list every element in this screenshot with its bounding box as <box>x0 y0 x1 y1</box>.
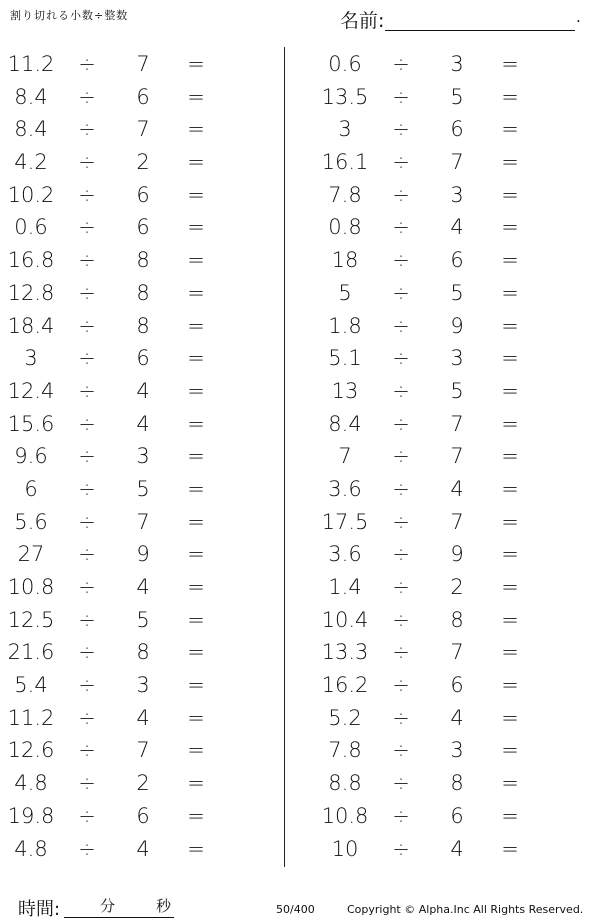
equals-sign: = <box>187 117 205 142</box>
divisor: 3 <box>450 52 464 76</box>
problem-row <box>0 571 280 604</box>
problem-row <box>314 179 594 212</box>
dividend: 0.6 <box>14 215 48 240</box>
equals-sign: = <box>187 411 205 436</box>
dividend: 3.6 <box>328 476 362 501</box>
divide-sign: ÷ <box>392 542 410 567</box>
equals-sign: = <box>187 738 205 763</box>
problem-row <box>314 669 594 702</box>
problem-row <box>0 48 280 81</box>
divide-sign: ÷ <box>392 313 410 338</box>
copyright-notice: Copyright © Alpha.Inc All Rights Reserved. <box>347 903 584 916</box>
divide-sign: ÷ <box>392 215 410 240</box>
equals-sign: = <box>187 476 205 501</box>
divide-sign: ÷ <box>392 346 410 371</box>
divisor: 4 <box>136 836 150 861</box>
divide-sign: ÷ <box>78 509 96 534</box>
equals-sign: = <box>501 313 519 338</box>
problem-row <box>314 48 594 81</box>
divisor: 9 <box>450 542 464 567</box>
divide-sign: ÷ <box>78 640 96 665</box>
dividend: 16.1 <box>321 150 369 175</box>
time-field <box>18 895 188 921</box>
problem-row <box>314 277 594 310</box>
dividend: 12.4 <box>7 378 55 403</box>
divisor: 7 <box>136 52 150 76</box>
equals-sign: = <box>501 705 519 730</box>
dividend: 7.8 <box>328 738 362 763</box>
divide-sign: ÷ <box>392 150 410 175</box>
problem-row <box>0 440 280 473</box>
divide-sign: ÷ <box>78 248 96 273</box>
problem-row <box>0 833 280 866</box>
divisor: 7 <box>136 509 150 534</box>
dividend: 5.4 <box>14 673 48 698</box>
dividend: 8.4 <box>14 84 48 109</box>
problem-row <box>314 571 594 604</box>
divisor: 7 <box>450 150 464 175</box>
divisor: 5 <box>136 607 150 632</box>
divide-sign: ÷ <box>392 836 410 861</box>
dividend: 5.1 <box>328 346 362 371</box>
time-label: 時間: <box>18 899 61 920</box>
dividend: 7 <box>338 444 352 469</box>
problem-row <box>0 375 280 408</box>
problem-row <box>314 538 594 571</box>
equals-sign: = <box>501 411 519 436</box>
dividend: 8.4 <box>328 411 362 436</box>
problem-row <box>0 604 280 637</box>
divisor: 6 <box>136 182 150 207</box>
equals-sign: = <box>501 771 519 796</box>
column-divider <box>284 47 285 867</box>
divide-sign: ÷ <box>78 738 96 763</box>
equals-sign: = <box>501 248 519 273</box>
divide-sign: ÷ <box>78 575 96 599</box>
dividend: 27 <box>17 542 45 567</box>
equals-sign: = <box>501 575 519 599</box>
divisor: 8 <box>136 313 150 338</box>
divisor: 7 <box>136 738 150 763</box>
equals-sign: = <box>187 182 205 207</box>
divide-sign: ÷ <box>78 378 96 403</box>
equals-sign: = <box>501 640 519 665</box>
divide-sign: ÷ <box>392 444 410 469</box>
problem-column-right <box>314 48 594 865</box>
divide-sign: ÷ <box>78 803 96 828</box>
problem-row <box>314 375 594 408</box>
problem-row <box>0 342 280 375</box>
equals-sign: = <box>501 476 519 501</box>
divide-sign: ÷ <box>392 640 410 665</box>
problem-row <box>314 408 594 441</box>
divisor: 6 <box>136 215 150 240</box>
divisor: 9 <box>450 313 464 338</box>
equals-sign: = <box>187 673 205 698</box>
dividend: 13.5 <box>321 84 369 109</box>
problem-row <box>314 113 594 146</box>
dividend: 10 <box>331 836 359 861</box>
dividend: 11.2 <box>7 705 55 730</box>
problem-row <box>0 211 280 244</box>
equals-sign: = <box>187 84 205 109</box>
divide-sign: ÷ <box>392 84 410 109</box>
problem-row <box>0 767 280 800</box>
equals-sign: = <box>187 542 205 567</box>
dividend: 4.8 <box>14 771 48 796</box>
divisor: 5 <box>450 378 464 403</box>
divisor: 2 <box>136 771 150 796</box>
divisor: 3 <box>450 182 464 207</box>
divisor: 2 <box>450 575 464 599</box>
dividend: 15.6 <box>7 411 55 436</box>
divide-sign: ÷ <box>78 705 96 730</box>
equals-sign: = <box>501 182 519 207</box>
divisor: 3 <box>136 673 150 698</box>
divide-sign: ÷ <box>78 117 96 142</box>
problem-row <box>0 538 280 571</box>
divisor: 8 <box>136 640 150 665</box>
divide-sign: ÷ <box>392 52 410 76</box>
dividend: 10.2 <box>7 182 55 207</box>
equals-sign: = <box>187 346 205 371</box>
dividend: 12.6 <box>7 738 55 763</box>
divisor: 5 <box>450 280 464 305</box>
problem-row <box>0 408 280 441</box>
divide-sign: ÷ <box>78 182 96 207</box>
dividend: 10.8 <box>321 803 369 828</box>
dividend: 9.6 <box>14 444 48 469</box>
equals-sign: = <box>187 248 205 273</box>
dividend: 18.4 <box>7 313 55 338</box>
dividend: 4.8 <box>14 836 48 861</box>
equals-sign: = <box>187 52 205 76</box>
dividend: 17.5 <box>321 509 369 534</box>
divisor: 4 <box>450 705 464 730</box>
problem-row <box>314 604 594 637</box>
problem-row <box>0 702 280 735</box>
divisor: 8 <box>136 280 150 305</box>
dividend: 21.6 <box>7 640 55 665</box>
problem-row <box>314 702 594 735</box>
divisor: 6 <box>136 803 150 828</box>
divide-sign: ÷ <box>78 150 96 175</box>
worksheet-title: 割り切れる小数÷整数 <box>10 9 129 22</box>
equals-sign: = <box>501 215 519 240</box>
equals-sign: = <box>187 771 205 796</box>
problem-row <box>314 440 594 473</box>
equals-sign: = <box>187 280 205 305</box>
problem-row <box>0 113 280 146</box>
divisor: 3 <box>450 738 464 763</box>
problem-row <box>314 833 594 866</box>
equals-sign: = <box>501 117 519 142</box>
problem-row <box>314 310 594 343</box>
equals-sign: = <box>187 313 205 338</box>
divisor: 4 <box>450 476 464 501</box>
dividend: 11.2 <box>7 52 55 76</box>
name-underline[interactable] <box>385 8 575 31</box>
problem-row <box>0 506 280 539</box>
dividend: 10.8 <box>7 575 55 599</box>
name-field <box>340 6 588 32</box>
equals-sign: = <box>501 836 519 861</box>
divisor: 6 <box>450 673 464 698</box>
equals-sign: = <box>187 509 205 534</box>
equals-sign: = <box>187 575 205 599</box>
divide-sign: ÷ <box>78 280 96 305</box>
divide-sign: ÷ <box>392 378 410 403</box>
dividend: 13.3 <box>321 640 369 665</box>
divide-sign: ÷ <box>78 607 96 632</box>
divisor: 7 <box>450 640 464 665</box>
problem-row <box>314 473 594 506</box>
problem-row <box>314 81 594 114</box>
equals-sign: = <box>501 378 519 403</box>
divisor: 6 <box>136 346 150 371</box>
divide-sign: ÷ <box>78 215 96 240</box>
equals-sign: = <box>187 150 205 175</box>
divisor: 7 <box>136 117 150 142</box>
equals-sign: = <box>187 640 205 665</box>
divide-sign: ÷ <box>78 411 96 436</box>
divide-sign: ÷ <box>392 705 410 730</box>
divisor: 8 <box>450 771 464 796</box>
minutes-label: 分 <box>100 897 116 915</box>
divide-sign: ÷ <box>78 444 96 469</box>
dividend: 19.8 <box>7 803 55 828</box>
divide-sign: ÷ <box>78 673 96 698</box>
divisor: 7 <box>450 411 464 436</box>
problem-row <box>0 734 280 767</box>
divisor: 5 <box>450 84 464 109</box>
divide-sign: ÷ <box>392 182 410 207</box>
divide-sign: ÷ <box>78 542 96 567</box>
problem-row <box>314 506 594 539</box>
dividend: 12.5 <box>7 607 55 632</box>
problem-row <box>0 800 280 833</box>
name-end-dot: . <box>576 8 581 26</box>
divide-sign: ÷ <box>392 509 410 534</box>
divisor: 5 <box>136 476 150 501</box>
equals-sign: = <box>501 542 519 567</box>
divide-sign: ÷ <box>392 575 410 599</box>
dividend: 0.8 <box>328 215 362 240</box>
problem-row <box>314 342 594 375</box>
equals-sign: = <box>187 803 205 828</box>
problem-column-left <box>0 48 280 865</box>
problem-row <box>0 310 280 343</box>
divisor: 8 <box>136 248 150 273</box>
problem-row <box>0 277 280 310</box>
equals-sign: = <box>187 378 205 403</box>
equals-sign: = <box>501 509 519 534</box>
equals-sign: = <box>501 738 519 763</box>
divide-sign: ÷ <box>392 771 410 796</box>
divide-sign: ÷ <box>392 803 410 828</box>
dividend: 5.2 <box>328 705 362 730</box>
divide-sign: ÷ <box>392 738 410 763</box>
dividend: 3 <box>338 117 352 142</box>
dividend: 18 <box>331 248 359 273</box>
problem-row <box>0 179 280 212</box>
divide-sign: ÷ <box>392 280 410 305</box>
divisor: 4 <box>136 575 150 599</box>
divisor: 4 <box>136 411 150 436</box>
divisor: 6 <box>450 117 464 142</box>
dividend: 10.4 <box>321 607 369 632</box>
divisor: 3 <box>136 444 150 469</box>
divide-sign: ÷ <box>392 117 410 142</box>
problem-row <box>0 146 280 179</box>
equals-sign: = <box>187 836 205 861</box>
divisor: 4 <box>136 705 150 730</box>
divisor: 4 <box>450 836 464 861</box>
dividend: 1.4 <box>328 575 362 599</box>
divide-sign: ÷ <box>78 771 96 796</box>
divide-sign: ÷ <box>78 476 96 501</box>
dividend: 5.6 <box>14 509 48 534</box>
page-number: 50/400 <box>276 903 315 916</box>
divisor: 6 <box>450 248 464 273</box>
divide-sign: ÷ <box>392 411 410 436</box>
problem-row <box>0 81 280 114</box>
divisor: 4 <box>450 215 464 240</box>
dividend: 16.8 <box>7 248 55 273</box>
dividend: 8.4 <box>14 117 48 142</box>
equals-sign: = <box>501 607 519 632</box>
divide-sign: ÷ <box>392 673 410 698</box>
divide-sign: ÷ <box>78 52 96 76</box>
equals-sign: = <box>501 346 519 371</box>
problem-row <box>0 669 280 702</box>
divisor: 2 <box>136 150 150 175</box>
problem-row <box>314 636 594 669</box>
equals-sign: = <box>501 150 519 175</box>
equals-sign: = <box>187 215 205 240</box>
dividend: 8.8 <box>328 771 362 796</box>
dividend: 12.8 <box>7 280 55 305</box>
divisor: 4 <box>136 378 150 403</box>
problem-row <box>0 244 280 277</box>
dividend: 16.2 <box>321 673 369 698</box>
divide-sign: ÷ <box>78 84 96 109</box>
divide-sign: ÷ <box>392 476 410 501</box>
problem-row <box>314 800 594 833</box>
problem-row <box>314 734 594 767</box>
problem-row <box>314 244 594 277</box>
dividend: 3 <box>24 346 38 371</box>
dividend: 0.6 <box>328 52 362 76</box>
dividend: 13 <box>331 378 359 403</box>
dividend: 4.2 <box>14 150 48 175</box>
equals-sign: = <box>501 444 519 469</box>
divisor: 9 <box>136 542 150 567</box>
divisor: 3 <box>450 346 464 371</box>
problem-row <box>0 636 280 669</box>
divisor: 7 <box>450 444 464 469</box>
divide-sign: ÷ <box>78 346 96 371</box>
problem-row <box>314 146 594 179</box>
equals-sign: = <box>501 52 519 76</box>
divide-sign: ÷ <box>392 248 410 273</box>
divisor: 6 <box>450 803 464 828</box>
problem-row <box>0 473 280 506</box>
divisor: 6 <box>136 84 150 109</box>
name-label: 名前: <box>340 10 385 32</box>
divide-sign: ÷ <box>78 836 96 861</box>
problem-row <box>314 767 594 800</box>
equals-sign: = <box>187 607 205 632</box>
equals-sign: = <box>501 803 519 828</box>
problem-row <box>314 211 594 244</box>
divide-sign: ÷ <box>78 313 96 338</box>
divisor: 7 <box>450 509 464 534</box>
seconds-label: 秒 <box>156 897 172 915</box>
dividend: 3.6 <box>328 542 362 567</box>
dividend: 7.8 <box>328 182 362 207</box>
equals-sign: = <box>501 280 519 305</box>
dividend: 5 <box>338 280 352 305</box>
dividend: 6 <box>24 476 38 501</box>
equals-sign: = <box>501 673 519 698</box>
equals-sign: = <box>187 444 205 469</box>
equals-sign: = <box>187 705 205 730</box>
equals-sign: = <box>501 84 519 109</box>
divisor: 8 <box>450 607 464 632</box>
dividend: 1.8 <box>328 313 362 338</box>
divide-sign: ÷ <box>392 607 410 632</box>
